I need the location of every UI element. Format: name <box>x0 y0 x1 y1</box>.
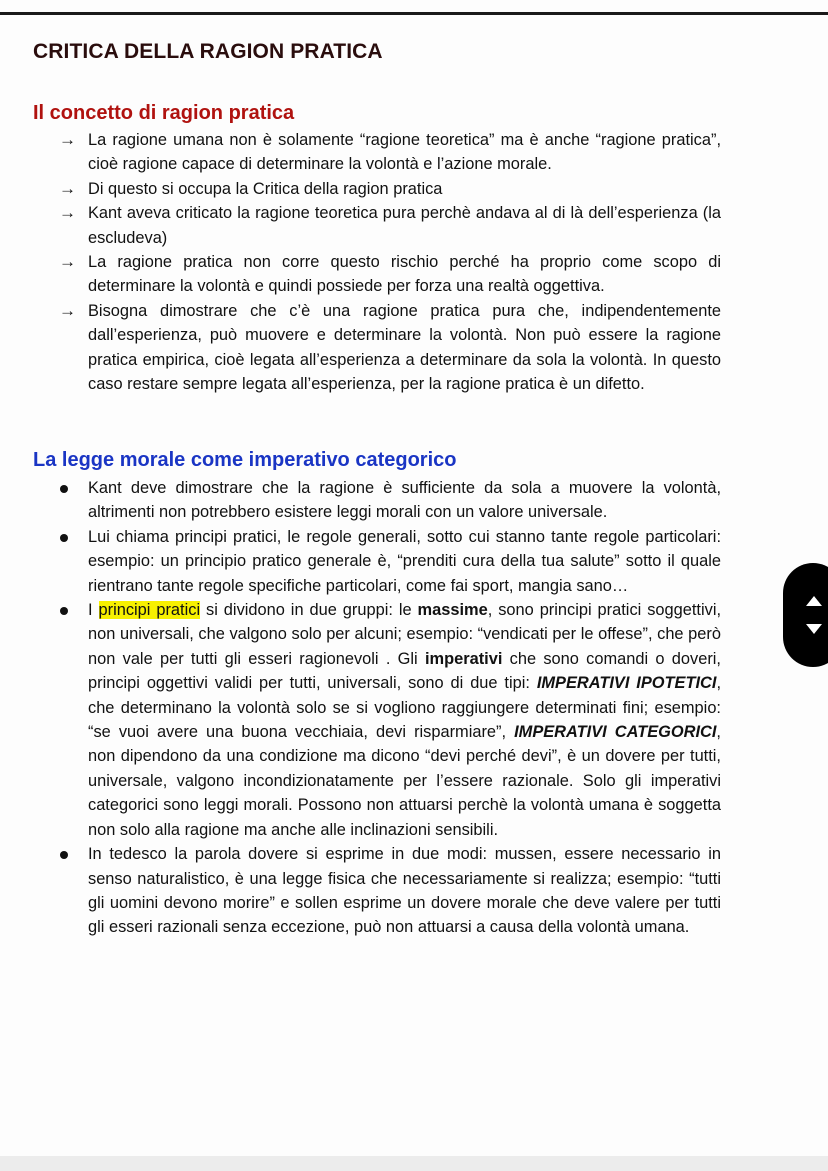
arrow-list <box>0 128 828 396</box>
list-item <box>0 476 721 525</box>
scroll-down-icon[interactable] <box>806 624 822 634</box>
list-item-text: Bisogna dimostrare che c’è una ragione pratica pura che, indipendentemente dall’esperienza, può muovere e determinare la volontà. Non può essere la ragione pratica empirica, cioè legata all’esperienza a determinare da sola la volontà. In questo caso restare sempre legata all’esperienza, per la ragione pratica è un difetto. <box>88 301 721 394</box>
list-item-text: Kant deve dimostrare che la ragione è sufficiente da sola a muovere la volontà, altrimenti non potrebbero esistere leggi morali con un valore universale. <box>88 479 721 522</box>
list-item-text: La ragione umana non è solamente “ragione teoretica” ma è anche “ragione pratica”, cioè ragione capace di determinare la volontà e l’azione morale. <box>88 131 721 174</box>
list-item <box>0 201 721 250</box>
bold-italic-term-ipotetici: IMPERATIVI IPOTETICI <box>536 674 717 693</box>
bullet-icon <box>60 851 68 859</box>
list-item-text: Di questo si occupa la Critica della ragion pratica <box>88 179 443 198</box>
list-item <box>0 842 721 940</box>
bold-term-massime: massime <box>417 601 488 620</box>
document-title: CRITICA DELLA RAGION PRATICA <box>33 40 383 63</box>
arrow-icon: → <box>59 300 76 320</box>
arrow-icon: → <box>59 252 76 272</box>
page-scroll-control[interactable] <box>783 563 828 667</box>
bullet-list <box>0 476 828 940</box>
list-item-text: La ragione pratica non corre questo rischio perché ha proprio come scopo di determinare la volontà e quindi possiede per forza una realtà oggettiva. <box>88 253 721 296</box>
text-run: che sono comandi o doveri, principi oggettivi validi per tutti, universali, sono di due tipi: <box>88 649 721 693</box>
text-run: , sono principi pratici soggettivi, non universali, che valgono solo per alcuni; esempio: “vendicati per le offese”, che però non vale per tutti gli esseri ragionevoli . Gli <box>88 601 722 668</box>
list-item <box>0 299 721 397</box>
list-item <box>0 598 721 842</box>
section-heading-ragion-pratica: Il concetto di ragion pratica <box>33 102 295 124</box>
arrow-icon: → <box>59 130 76 149</box>
scroll-up-icon[interactable] <box>806 596 822 606</box>
list-item <box>0 250 721 299</box>
list-item <box>0 525 721 598</box>
text-run: , non dipendono da una condizione ma dicono “devi perché devi”, è un dovere per tutti, universale, valgono incondizionatamente per l’essere razionale. Solo gli imperativi categorici sono leggi morali. Possono non attuarsi perchè la volontà umana è soggetta non solo alla ragione ma anche alle inclinazioni sensibili. <box>88 723 721 839</box>
bold-italic-term-categorici: IMPERATIVI CATEGORICI <box>514 723 717 742</box>
bullet-icon <box>60 607 68 615</box>
list-item-text: In tedesco la parola dovere si esprime in due modi: mussen, essere necessario in senso naturalistico, è una legge fisica che necessariamente si realizza; esempio: “tutti gli uomini devono morire” e sollen esprime un dovere morale che deve valere per tutti gli esseri razionali senza eccezione, può non attuarsi a causa della volontà umana. <box>88 845 721 937</box>
text-run: , che determinano la volontà solo se si vogliono raggiungere determinati fini; esempio: “se vuoi avere una buona vecchiaia, devi risparmiare”, <box>88 674 721 742</box>
text-run: I <box>88 601 99 620</box>
list-item-text: Kant aveva criticato la ragione teoretica pura perchè andava al di là dell’esperienza (la escludeva) <box>88 204 721 247</box>
list-item <box>0 177 721 201</box>
list-item <box>0 128 721 177</box>
text-run: si dividono in due gruppi: le <box>200 601 418 620</box>
highlighted-term: principi pratici <box>98 601 201 620</box>
top-rule <box>0 12 828 15</box>
arrow-icon: → <box>59 178 76 198</box>
bold-term-imperativi: imperativi <box>424 649 503 668</box>
list-item-text: Lui chiama principi pratici, le regole generali, sotto cui stanno tante regole particolari: esempio: un principio pratico generale è, “prenditi cura della tua salute” sotto il quale rientrano tante regole specifiche particolari, come fai sport, mangia sano… <box>88 527 721 595</box>
section-heading-legge-morale: La legge morale come imperativo categorico <box>33 449 457 471</box>
bottom-edge <box>0 1156 828 1171</box>
bullet-icon <box>60 485 68 493</box>
bullet-icon <box>60 534 68 542</box>
arrow-icon: → <box>59 203 76 223</box>
